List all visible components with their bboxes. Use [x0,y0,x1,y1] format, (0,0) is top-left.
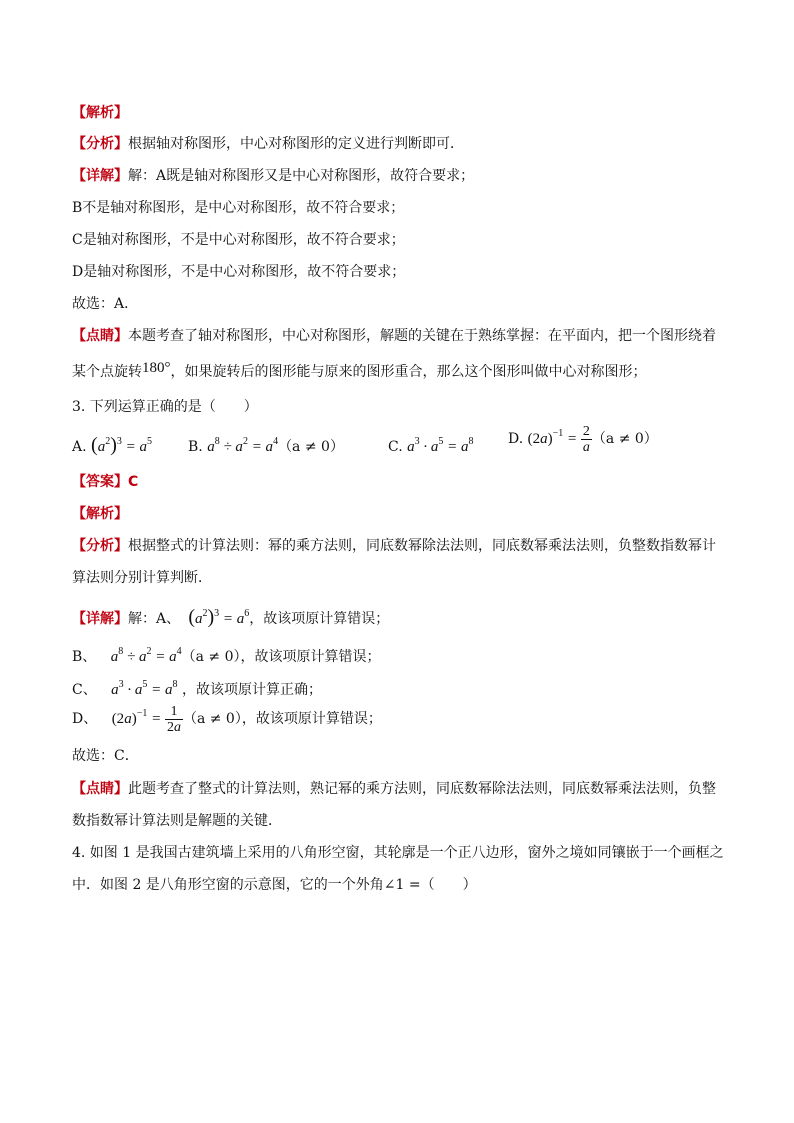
fenxi-text: 根据轴对称图形，中心对称图形的定义进行判断即可． [128,136,464,152]
answer-value: C [128,474,139,490]
option-b[interactable] [188,432,344,457]
xiangjie-c-prefix: C、 [72,682,97,698]
fenxi-line-2a [72,536,716,556]
option-b-label: B. [188,439,203,455]
choice-c: 故选：C． [72,748,139,764]
xiangjie-c-line [72,675,322,700]
xiangjie-d-cond: （a ≠ 0） [182,711,242,727]
option-c-formula: $a^3 \cdot a^5 = a^8$ [407,436,474,455]
xiangjie-c-formula: $a^3 \cdot a^5 = a^8$ [111,679,178,698]
option-a-label: A. [72,439,87,455]
option-d[interactable] [508,424,658,455]
fenxi-tag: 【分析】 [72,136,128,152]
dianjing-text-2a: 某个点旋转 [72,364,142,380]
option-b-formula: $a^8 \div a^2 = a^4$ [207,436,279,455]
jiexi-heading [72,103,128,123]
jiexi-tag: 【解析】 [72,105,128,121]
xiangjie-line [72,166,474,186]
fenxi-line [72,134,464,154]
fenxi-tag-2: 【分析】 [72,538,128,554]
xiangjie-b-result: ，故该项原计算错误； [240,649,381,665]
dianjing-line-3a [72,779,716,799]
line-d: D是轴对称图形，不是中心对称图形，故不符合要求； [72,264,406,280]
xiangjie-tag: 【详解】 [72,168,128,184]
dianjing-text-3a: 此题考查了整式的计算法则，熟记幂的乘方法则，同底数幂除法法则，同底数幂乘法法则，负整 [128,781,716,797]
xiangjie-a-line [72,604,389,630]
fenxi-text-2a: 根据整式的计算法则：幂的乘方法则，同底数幂除法法则，同底数幂乘法法则，负整数指数幂计 [128,538,716,554]
line-b: B不是轴对称图形，是中心对称图形，故不符合要求； [72,200,405,216]
question-4-line-2: 中．如图 2 是八角形空窗的示意图，它的一个外角∠1 =（ ） [72,877,477,893]
dianjing-line-3b: 数指数幂计算法则是解题的关键． [72,813,282,829]
xiangjie-a-result: ，故该项原计算错误； [249,611,390,627]
dianjing-tag-2: 【点睛】 [72,781,128,797]
dianjing-line-2 [72,362,647,382]
xiangjie-b-line [72,642,381,667]
option-d-cond: （a ≠ 0） [591,431,658,447]
dianjing-tag: 【点睛】 [72,328,128,344]
fenxi-line-2b: 算法则分别计算判断． [72,570,212,586]
option-d-formula: $(2a)^{-1}$ = $\frac{2}{a}$ [527,424,590,456]
xiangjie-text: 解：A既是轴对称图形又是中心对称图形，故符合要求； [128,168,475,184]
xiangjie-d-prefix: D、 [72,711,98,727]
xiangjie-b-prefix: B、 [72,649,97,665]
angle-180: 180° [142,360,171,376]
xiangjie-d-result: ，故该项原计算错误； [241,711,382,727]
jiexi-heading-2 [72,504,128,524]
question-3-stem: 3. 下列运算正确的是（ ） [72,399,258,415]
answer-line [72,472,138,492]
option-c-label: C. [388,439,403,455]
xiangjie-c-result: ，故该项原计算正确； [177,682,322,698]
xiangjie-a-formula: $(a^2)^3 = a^6$ [188,606,250,628]
xiangjie-b-cond: （a ≠ 0） [181,649,241,665]
xiangjie-b-formula: $a^8 \div a^2 = a^4$ [110,646,182,665]
option-b-cond: （a ≠ 0） [278,439,344,455]
dianjing-line-1 [72,326,716,346]
answer-tag: 【答案】 [72,474,128,490]
dianjing-text-2b: ，如果旋转后的图形能与原来的图形重合，那么这个图形叫做中心对称图形； [170,364,647,380]
option-c[interactable] [388,432,474,457]
question-4-line-1: 4. 如图 1 是我国古建筑墙上采用的八角形空窗，其轮廓是一个正八边形，窗外之境如同镶嵌于一个画框之 [72,845,724,861]
line-c: C是轴对称图形，不是中心对称图形，故不符合要求； [72,232,405,248]
option-a-formula: $(a^2)^3 = a^5$ [91,434,152,456]
xiangjie-d-line [72,704,382,738]
xiangjie-a-prefix: 解：A、 [128,611,181,627]
jiexi-tag-2: 【解析】 [72,506,128,522]
option-d-label: D. [508,431,524,447]
xiangjie-tag-2: 【详解】 [72,611,128,627]
option-a[interactable] [72,432,152,457]
xiangjie-d-formula: $(2a)^{-1}$ = $\frac{1}{2a}$ [111,704,181,736]
choice-a: 故选：A． [72,296,139,312]
dianjing-text-1: 本题考查了轴对称图形，中心对称图形，解题的关键在于熟练掌握：在平面内，把一个图形绕着 [128,328,716,344]
